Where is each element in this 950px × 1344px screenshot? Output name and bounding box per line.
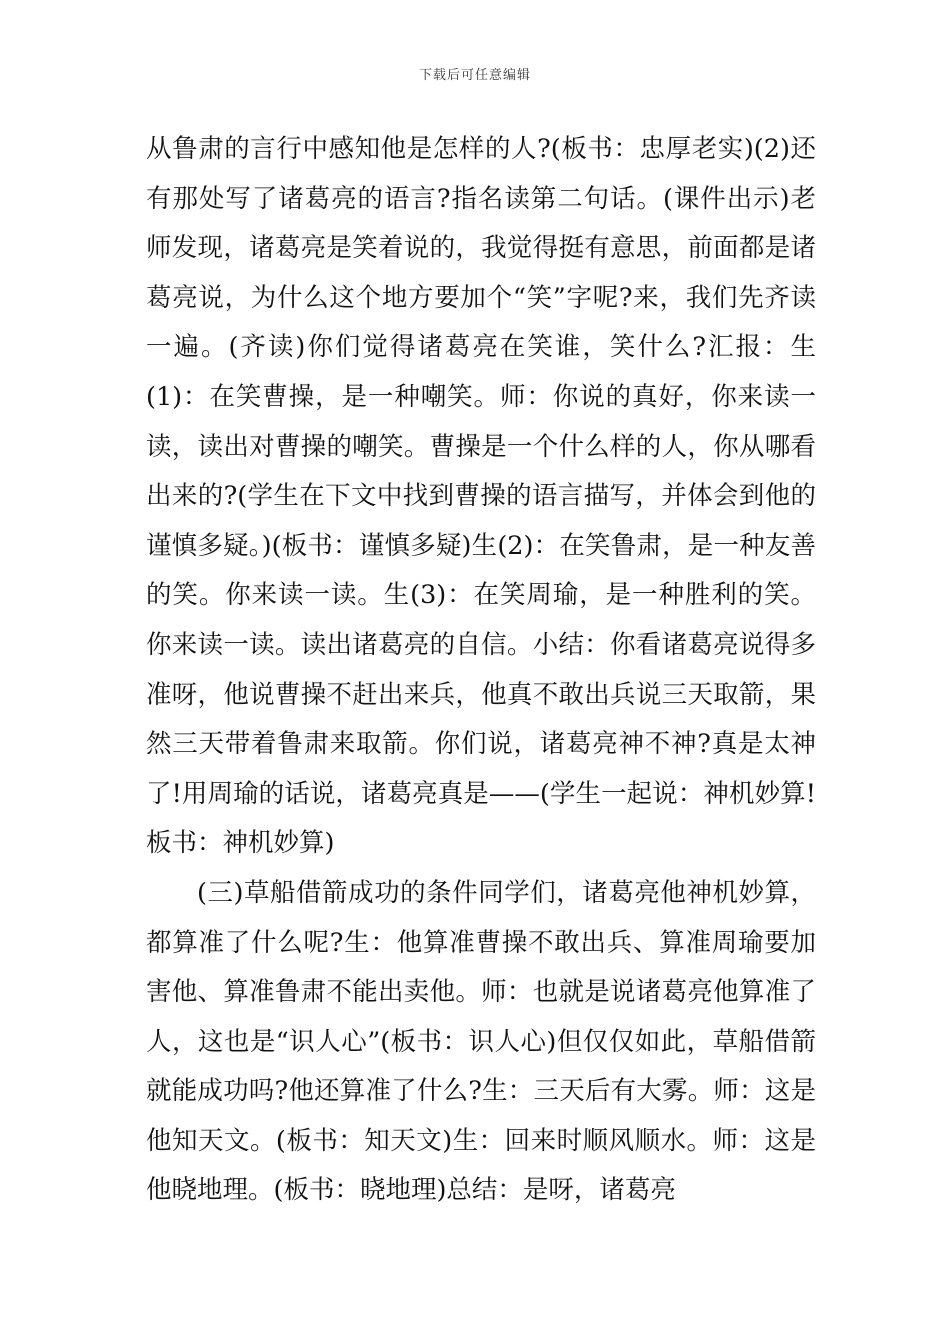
document-body <box>146 125 816 1216</box>
paragraph-2: (三)草船借箭成功的条件同学们，诸葛亮他神机妙算，都算准了什么呢?生：他算准曹操不敢出兵、算准周瑜要加害他、算准鲁肃不能出卖他。师：也就是说诸葛亮他算准了人，这也是“识人心”(板书：识人心)但仅仅如此，草船借箭就能成功吗?他还算准了什么?生：三天后有大雾。师：这是他知天文。(板书：知天文)生：回来时顺风顺水。师：这是他晓地理。(板书：晓地理)总结：是呀，诸葛亮 <box>146 877 816 1206</box>
paragraph-1: 从鲁肃的言行中感知他是怎样的人?(板书：忠厚老实)(2)还有那处写了诸葛亮的语言?指名读第二句话。(课件出示)老师发现，诸葛亮是笑着说的，我觉得挺有意思，前面都是诸葛亮说，为什么这个地方要加个“笑”字呢?来，我们先齐读一遍。(齐读)你们觉得诸葛亮在笑谁，笑什么?汇报：生(1)：在笑曹操，是一种嘲笑。师：你说的真好，你来读一读，读出对曹操的嘲笑。曹操是一个什么样的人，你从哪看出来的?(学生在下文中找到曹操的语言描写，并体会到他的谨慎多疑。)(板书：谨慎多疑)生(2)：在笑鲁肃，是一种友善的笑。你来读一读。生(3)：在笑周瑜，是一种胜利的笑。你来读一读。读出诸葛亮的自信。小结：你看诸葛亮说得多准呀，他说曹操不赶出来兵，他真不敢出兵说三天取箭，果然三天带着鲁肃来取箭。你们说，诸葛亮神不神?真是太神了!用周瑜的话说，诸葛亮真是——(学生一起说：神机妙算!板书：神机妙算) <box>146 134 816 859</box>
page-header: 下载后可任意编辑 <box>418 68 531 83</box>
